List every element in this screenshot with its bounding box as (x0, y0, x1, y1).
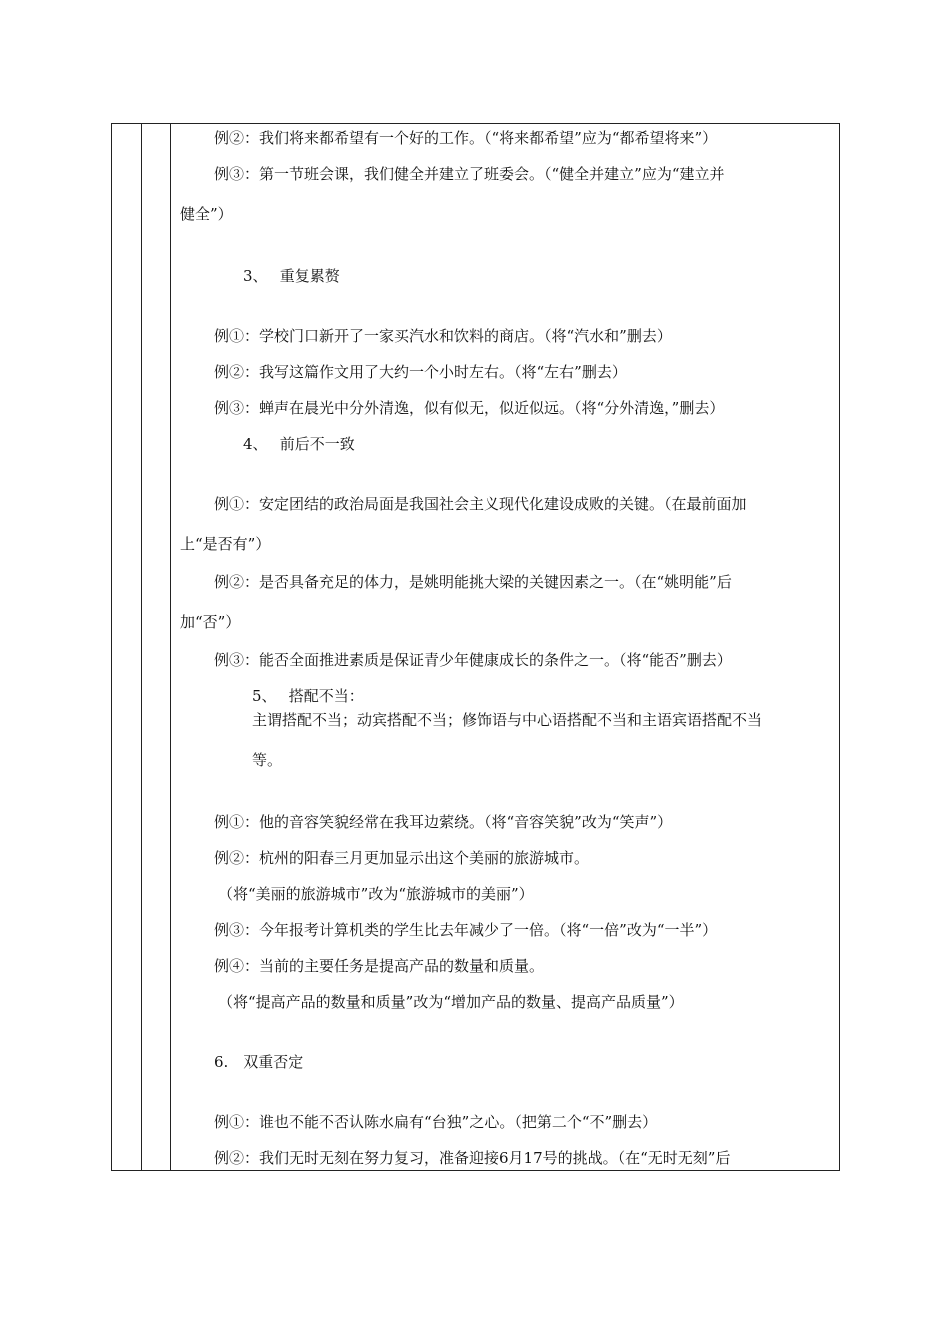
example-line: 例③：今年报考计算机类的学生比去年减少了一倍。（将“一倍”改为“一半”） (214, 921, 718, 939)
body-text: 主谓搭配不当；动宾搭配不当；修饰语与中心语搭配不当和主语宾语搭配不当 (252, 711, 763, 729)
column-divider (141, 123, 142, 1171)
example-line: 加“否”） (180, 613, 241, 631)
example-line: 例①：安定团结的政治局面是我国社会主义现代化建设成败的关键。（在最前面加 (214, 495, 747, 513)
column-divider (170, 123, 171, 1171)
example-line: 例①：他的音容笑貌经常在我耳边萦绕。（将“音容笑貌”改为“笑声”） (214, 813, 673, 831)
example-line: 例③：蝉声在晨光中分外清逸，似有似无，似近似远。（将“分外清逸，”删去） (214, 399, 725, 417)
example-line: 例③：能否全面推进素质是保证青少年健康成长的条件之一。（将“能否”删去） (214, 651, 732, 669)
section-heading: 5、 搭配不当： (252, 687, 364, 705)
example-line: 例④：当前的主要任务是提高产品的数量和质量。 (214, 957, 545, 975)
section-heading: 4、 前后不一致 (243, 435, 355, 453)
section-heading: 6. 双重否定 (214, 1053, 304, 1071)
example-line: （将“提高产品的数量和质量”改为“增加产品的数量、提高产品质量”） (218, 993, 684, 1011)
example-line: 例②：是否具备充足的体力，是姚明能挑大梁的关键因素之一。（在“姚明能”后 (214, 573, 732, 591)
example-line: 健全”） (180, 205, 233, 223)
example-line: 上“是否有”） (180, 535, 271, 553)
example-line: （将“美丽的旅游城市”改为“旅游城市的美丽”） (218, 885, 534, 903)
example-line: 例②：我们将来都希望有一个好的工作。（“将来都希望”应为“都希望将来”） (214, 129, 718, 147)
table-frame (111, 123, 840, 1171)
example-line: 例②：我们无时无刻在努力复习，准备迎接6月17号的挑战。（在“无时无刻”后 (214, 1149, 731, 1167)
section-heading: 3、 重复累赘 (243, 267, 340, 285)
example-line: 例③：第一节班会课，我们健全并建立了班委会。（“健全并建立”应为“建立并 (214, 165, 725, 183)
body-text: 等。 (252, 751, 283, 769)
example-line: 例①：谁也不能不否认陈水扁有“台独”之心。（把第二个“不”删去） (214, 1113, 658, 1131)
example-line: 例②：我写这篇作文用了大约一个小时左右。（将“左右”删去） (214, 363, 627, 381)
example-line: 例②：杭州的阳春三月更加显示出这个美丽的旅游城市。 (214, 849, 590, 867)
example-line: 例①：学校门口新开了一家买汽水和饮料的商店。（将“汽水和”删去） (214, 327, 672, 345)
